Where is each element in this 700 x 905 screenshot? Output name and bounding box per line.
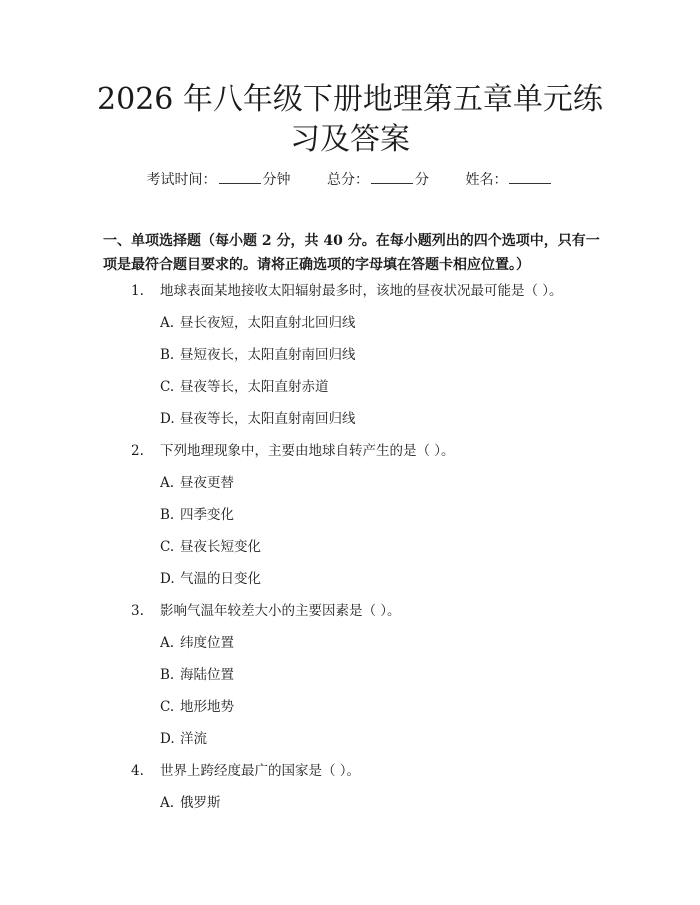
question-4-stem [0,761,700,793]
option-letter: D. [160,411,175,427]
exam-time-field [147,172,291,188]
option-text: 气温的日变化 [180,571,261,587]
option-text: 洋流 [180,731,207,747]
question-3-stem [0,601,700,633]
option-text: 四季变化 [180,507,234,523]
exam-time-suffix: 分钟 [262,172,291,188]
document-title: 2026 年八年级下册地理第五章单元练习及答案 [97,82,603,157]
question-2-option-b[interactable] [0,505,700,537]
question-1-option-a[interactable] [0,313,700,345]
option-text: 昼夜长短变化 [180,539,261,555]
name-label: 姓名： [465,172,508,188]
question-2-option-a[interactable] [0,473,700,505]
total-score-blank[interactable] [371,170,413,184]
option-letter: A. [160,315,175,331]
question-3-option-b[interactable] [0,665,700,697]
option-letter: A. [160,475,175,491]
option-letter: B. [160,347,175,363]
option-text: 昼夜等长，太阳直射赤道 [180,379,329,395]
option-letter: D. [160,571,175,587]
question-1-stem [0,281,700,313]
option-letter: C. [160,539,175,555]
question-3-option-a[interactable] [0,633,700,665]
exam-info-line [0,170,700,190]
option-text: 昼长夜短，太阳直射北回归线 [180,315,356,331]
option-text: 昼夜等长，太阳直射南回归线 [180,411,356,427]
question-text: 世界上跨经度最广的国家是（ ）。 [160,763,361,779]
question-2-option-d[interactable] [0,569,700,601]
question-3-option-d[interactable] [0,729,700,761]
question-1-option-c[interactable] [0,377,700,409]
question-text: 影响气温年较差大小的主要因素是（ ）。 [160,603,401,619]
option-text: 海陆位置 [180,667,234,683]
option-text: 纬度位置 [180,635,234,651]
option-letter: C. [160,699,175,715]
question-4-option-a[interactable] [0,793,700,825]
question-text: 地球表面某地接收太阳辐射最多时，该地的昼夜状况最可能是（ ）。 [160,283,563,299]
question-number: 4. [131,763,144,779]
option-letter: A. [160,635,175,651]
exam-time-label: 考试时间： [146,172,217,188]
question-1-option-b[interactable] [0,345,700,377]
total-score-suffix: 分 [415,172,429,188]
question-text: 下列地理现象中，主要由地球自转产生的是（ ）。 [160,443,455,459]
name-field [465,172,553,188]
name-blank[interactable] [509,170,551,184]
question-2-option-c[interactable] [0,537,700,569]
question-list [0,281,700,825]
option-text: 俄罗斯 [180,795,221,811]
question-number: 2. [131,443,144,459]
total-score-label: 总分： [327,172,369,188]
question-1-option-d[interactable] [0,409,700,441]
question-3-option-c[interactable] [0,697,700,729]
option-text: 昼夜更替 [180,475,234,491]
total-score-field [327,172,429,188]
option-letter: B. [160,667,175,683]
exam-time-blank[interactable] [219,170,261,184]
option-text: 昼短夜长，太阳直射南回归线 [180,347,356,363]
question-number: 3. [131,603,144,619]
option-letter: A. [160,795,175,811]
option-text: 地形地势 [180,699,234,715]
section-heading: 一、单项选择题（每小题 2 分，共 40 分。在每小题列出的四个选项中，只有一项是最符合题目要求的。请将正确选项的字母填在答题卡相应位置。） [103,233,600,273]
option-letter: B. [160,507,175,523]
question-2-stem [0,441,700,473]
option-letter: C. [160,379,175,395]
question-number: 1. [131,283,144,299]
option-letter: D. [160,731,175,747]
